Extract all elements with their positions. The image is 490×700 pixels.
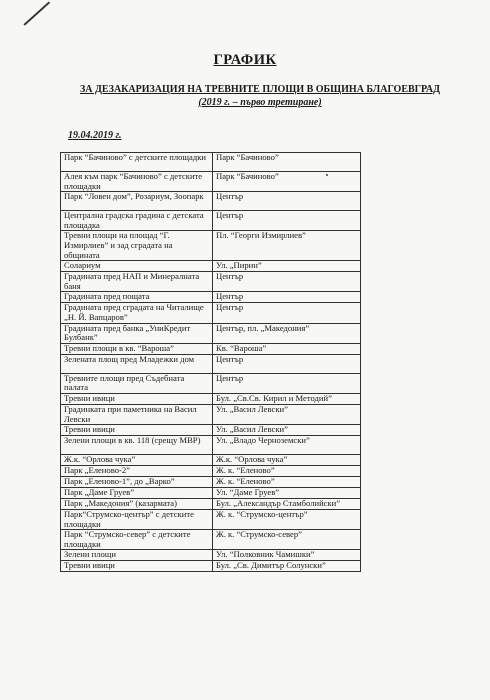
cell-place: Градината пред пощата bbox=[61, 292, 213, 303]
table-row bbox=[61, 231, 361, 261]
table-row bbox=[61, 561, 361, 572]
cell-place: Тревни ивици bbox=[61, 561, 213, 572]
table-row bbox=[61, 393, 361, 404]
cell-place: Парк “Струмско-север” с детските площадки bbox=[61, 530, 213, 550]
cell-location: Бул. „Александър Стамболийски” bbox=[213, 499, 361, 510]
cell-place: Парк“Струмско-център” с детските площадки bbox=[61, 510, 213, 530]
document-title: ГРАФИК bbox=[213, 52, 277, 68]
table-row bbox=[61, 272, 361, 292]
cell-location: Парк “Бачиново” bbox=[213, 153, 361, 172]
table-row bbox=[61, 488, 361, 499]
cell-location: Ул. „Пирин” bbox=[213, 261, 361, 272]
cell-place: Тревни площи на площад “Г. Измирлиев” и зад сградата на общината bbox=[61, 231, 213, 261]
cell-location: Ж.к. “Орлова чука” bbox=[213, 455, 361, 466]
table-row bbox=[61, 192, 361, 211]
cell-place: Зелени площи bbox=[61, 550, 213, 561]
table-row bbox=[61, 550, 361, 561]
cell-place: Парк „Еленово-1”, до „Варко” bbox=[61, 477, 213, 488]
cell-location: Ул. „Васил Левски” bbox=[213, 425, 361, 436]
schedule-table-body bbox=[61, 153, 361, 572]
table-row bbox=[61, 292, 361, 303]
cell-place: Тревните площи пред Съдебната палата bbox=[61, 373, 213, 393]
cell-place: Градинката при паметника на Васил Левски bbox=[61, 404, 213, 424]
table-row bbox=[61, 477, 361, 488]
cell-location: Ж. к. “Струмско-център” bbox=[213, 510, 361, 530]
subtitle-line-2: (2019 г. – първо третиране) bbox=[198, 97, 322, 108]
table-row bbox=[61, 436, 361, 455]
table-row bbox=[61, 404, 361, 424]
cell-location: Център bbox=[213, 211, 361, 231]
cell-place: Парк „Еленово-2” bbox=[61, 466, 213, 477]
table-row bbox=[61, 425, 361, 436]
cell-location: Ул. „Владо Черноземски” bbox=[213, 436, 361, 455]
cell-location: Ж. к. “Струмско-север” bbox=[213, 530, 361, 550]
table-row bbox=[61, 153, 361, 172]
cell-location: Център bbox=[213, 303, 361, 323]
cell-place: Парк “Ловен дом”, Розариум, Зоопарк bbox=[61, 192, 213, 211]
cell-place: Тревни площи в кв. “Вароша” bbox=[61, 343, 213, 354]
cell-location: Ж. к. “Еленово” bbox=[213, 466, 361, 477]
cell-place: Парк “Бачиново” с детските площадки bbox=[61, 153, 213, 172]
schedule-date: 19.04.2019 г. bbox=[68, 130, 122, 141]
table-row bbox=[61, 354, 361, 373]
cell-location: Кв. “Вароша” bbox=[213, 343, 361, 354]
cell-location: Център bbox=[213, 272, 361, 292]
cell-location: Център bbox=[213, 192, 361, 211]
table-row bbox=[61, 323, 361, 343]
cell-place: Парк „Македония” (казармата) bbox=[61, 499, 213, 510]
cell-location: Бул. „Св. Димитър Солунски” bbox=[213, 561, 361, 572]
cell-place: Зелени площи в кв. 118 (срещу МВР) bbox=[61, 436, 213, 455]
table-row bbox=[61, 466, 361, 477]
table-row bbox=[61, 510, 361, 530]
cell-place: Градината пред сградата на Читалище „Н. Й. Вапцаров” bbox=[61, 303, 213, 323]
table-row bbox=[61, 530, 361, 550]
table-row bbox=[61, 373, 361, 393]
document-subtitle bbox=[70, 83, 450, 109]
table-row bbox=[61, 261, 361, 272]
table-row bbox=[61, 343, 361, 354]
cell-location: Бул. „Св.Св. Кирил и Методий” bbox=[213, 393, 361, 404]
cell-location: Център bbox=[213, 373, 361, 393]
cell-location: Ул. “Полковник Чамишки” bbox=[213, 550, 361, 561]
table-row bbox=[61, 499, 361, 510]
pen-slash-mark bbox=[23, 1, 49, 25]
cell-place: Централна градска градина с детската площадка bbox=[61, 211, 213, 231]
cell-place: Солариум bbox=[61, 261, 213, 272]
cell-location: Парк “Бачиново” bbox=[213, 172, 361, 192]
cell-location: Ул. „Васил Левски” bbox=[213, 404, 361, 424]
cell-location: Ж. к. “Еленово” bbox=[213, 477, 361, 488]
cell-place: Тревни ивици bbox=[61, 425, 213, 436]
table-row bbox=[61, 303, 361, 323]
cell-place: Тревни ивици bbox=[61, 393, 213, 404]
cell-location: Ул. “Даме Груев” bbox=[213, 488, 361, 499]
cell-place: Градината пред банка „УниКредит Булбанк” bbox=[61, 323, 213, 343]
cell-place: Градината пред НАП и Минералната баня bbox=[61, 272, 213, 292]
ink-dot bbox=[326, 174, 328, 176]
cell-location: Център bbox=[213, 354, 361, 373]
schedule-table bbox=[60, 152, 361, 572]
table-row bbox=[61, 172, 361, 192]
table-row bbox=[61, 455, 361, 466]
cell-location: Център, пл. „Македония” bbox=[213, 323, 361, 343]
cell-place: Ж.к. “Орлова чука” bbox=[61, 455, 213, 466]
table-row bbox=[61, 211, 361, 231]
cell-location: Пл. “Георги Измирлиев” bbox=[213, 231, 361, 261]
cell-place: Зелената площ пред Младежки дом bbox=[61, 354, 213, 373]
cell-place: Алея към парк “Бачиново” с детските площадки bbox=[61, 172, 213, 192]
cell-location: Център bbox=[213, 292, 361, 303]
cell-place: Парк „Даме Груев” bbox=[61, 488, 213, 499]
subtitle-line-1: ЗА ДЕЗАКАРИЗАЦИЯ НА ТРЕВНИТЕ ПЛОЩИ В ОБЩИНА БЛАГОЕВГРАД bbox=[80, 84, 440, 95]
